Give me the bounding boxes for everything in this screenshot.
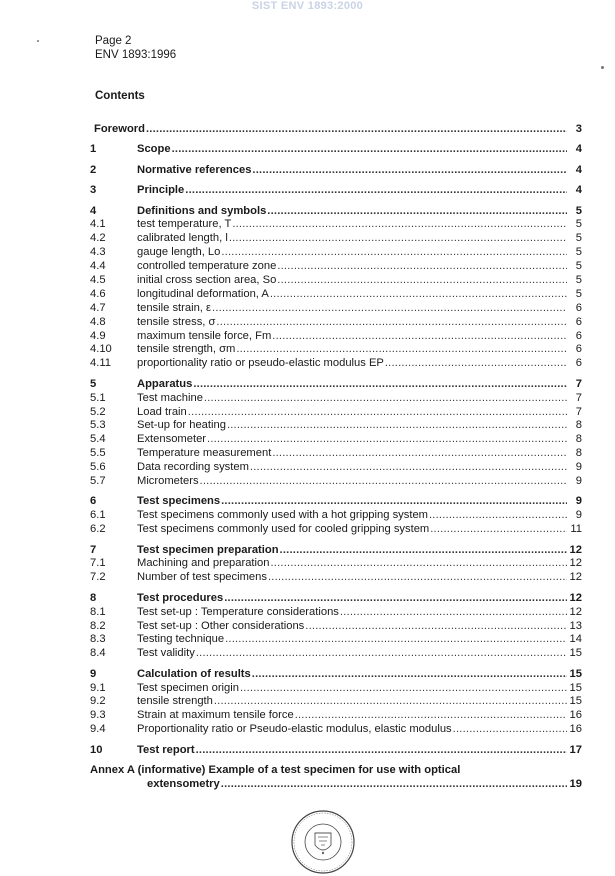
toc-leader-dots (252, 668, 567, 682)
toc-title-line (137, 232, 582, 246)
toc-number: 9.4 (90, 723, 106, 736)
toc-page-number: 4 (575, 163, 582, 176)
toc-entry (90, 316, 582, 330)
toc-number: 8 (90, 591, 97, 604)
toc-title: Proportionality ratio or Pseudo-elastic modulus, elastic modulus (137, 723, 452, 736)
toc-number: 2 (90, 163, 97, 176)
toc-title: Machining and preparation (137, 557, 270, 570)
toc-page-number: 13 (569, 619, 582, 632)
toc-page-number: 8 (575, 419, 582, 432)
toc-number: 5.7 (90, 474, 106, 487)
toc-title-line (137, 392, 582, 406)
toc-number: 5.1 (90, 391, 106, 404)
toc-entry (90, 447, 582, 461)
toc-number: 9.2 (90, 695, 106, 708)
toc-title: Testing technique (137, 633, 225, 646)
toc-page-number: 12 (569, 605, 582, 618)
toc-page-number: 14 (569, 633, 582, 646)
toc-title: longitudinal deformation, A (137, 287, 269, 300)
toc-number: 8.1 (90, 605, 106, 618)
toc-leader-dots (232, 218, 567, 232)
page-number: Page 2 (95, 35, 132, 47)
toc-leader-dots (227, 419, 567, 433)
toc-entry (90, 357, 582, 371)
document-id: ENV 1893:1996 (95, 49, 177, 61)
toc-title-line (137, 164, 582, 178)
toc-title-line (137, 633, 582, 647)
toc-page-number: 12 (569, 571, 582, 584)
toc-number: 6.1 (90, 509, 106, 522)
toc-number: 3 (90, 184, 97, 197)
toc-page-number: 3 (575, 123, 582, 135)
toc-leader-dots (236, 343, 567, 357)
toc-number: 5.2 (90, 405, 106, 418)
toc-title: proportionality ratio or pseudo-elastic modulus EP (137, 357, 384, 370)
toc-leader-dots (240, 682, 567, 696)
toc-page-number: 5 (575, 260, 582, 273)
toc-leader-dots (250, 461, 567, 475)
toc-page-number: 5 (575, 218, 582, 231)
toc-leader-dots (214, 695, 567, 709)
toc-leader-dots (385, 357, 567, 371)
toc-leader-dots (193, 378, 567, 392)
toc-title: Principle (137, 184, 185, 197)
toc-title-line (137, 143, 582, 157)
toc-page-number: 11 (570, 523, 582, 536)
toc-number: 4.5 (90, 274, 106, 287)
toc-leader-dots (429, 509, 567, 523)
toc-page-number: 15 (569, 647, 582, 660)
toc-title-line (137, 184, 582, 198)
toc-title: maximum tensile force, Fm (137, 329, 272, 342)
toc-title-line (137, 218, 582, 232)
toc-title-line (137, 744, 582, 758)
toc-title: Number of test specimens (137, 571, 267, 584)
toc-number: 4.1 (90, 218, 106, 231)
toc-entry (90, 184, 582, 198)
toc-number: 4.8 (90, 315, 106, 328)
toc-title-line (137, 523, 582, 537)
toc-number: 4.9 (90, 329, 106, 342)
official-seal-icon (290, 809, 356, 875)
toc-title: Test specimen preparation (137, 543, 279, 556)
toc-leader-dots (146, 123, 567, 137)
toc-number: 5 (90, 377, 97, 390)
toc-number: 5.4 (90, 433, 106, 446)
toc-title: Test set-up : Temperature considerations (137, 605, 339, 618)
toc-leader-dots (453, 723, 567, 737)
toc-title: Test specimens (137, 495, 221, 508)
toc-entry (90, 302, 582, 316)
toc-title: gauge length, Lo (137, 246, 221, 259)
toc-entry (90, 592, 582, 606)
toc-title-line (137, 316, 582, 330)
toc-leader-dots (207, 433, 567, 447)
toc-leader-dots (252, 164, 567, 178)
toc-title-line (137, 544, 582, 558)
toc-entry (90, 274, 582, 288)
toc-leader-dots (267, 205, 567, 219)
toc-title: calibrated length, l (137, 232, 228, 245)
toc-title-line (137, 357, 582, 371)
toc-entry (90, 378, 582, 392)
toc-page-number: 8 (575, 447, 582, 460)
toc-number: 4 (90, 204, 97, 217)
toc-entry (90, 143, 582, 157)
toc-title: Calculation of results (137, 667, 251, 680)
toc-page-number: 15 (569, 667, 582, 680)
toc-entry (90, 695, 582, 709)
toc-leader-dots (272, 330, 567, 344)
toc-title: Test specimen origin (137, 681, 239, 694)
toc-page-number: 9 (575, 509, 582, 522)
toc-title-line (137, 205, 582, 219)
toc-title: Set-up for heating (137, 419, 226, 432)
toc-title: controlled temperature zone (137, 260, 277, 273)
toc-page-number: 9 (575, 474, 582, 487)
toc-leader-dots (221, 778, 567, 792)
toc-entry (90, 461, 582, 475)
toc-entry (90, 288, 582, 302)
toc-title: Scope (137, 143, 171, 156)
toc-title: Strain at maximum tensile force (137, 709, 294, 722)
toc-leader-dots (305, 620, 567, 634)
toc-entry (90, 557, 582, 571)
toc-title-line (137, 571, 582, 585)
toc-entry (90, 475, 582, 489)
toc-entry (90, 433, 582, 447)
toc-page-number: 9 (575, 495, 582, 508)
toc-title-line (137, 447, 582, 461)
toc-entry (90, 744, 582, 758)
toc-title: tensile strength (137, 695, 213, 708)
toc-leader-dots (430, 523, 567, 537)
toc-title: Test machine (137, 391, 203, 404)
toc-title-line (137, 260, 582, 274)
toc-title: Apparatus (137, 377, 193, 390)
toc-title-line (137, 668, 582, 682)
toc-title-line (90, 764, 582, 778)
toc-title: Test validity (137, 647, 195, 660)
toc-title-line (137, 709, 582, 723)
toc-number: 4.4 (90, 260, 106, 273)
toc-title-line (137, 723, 582, 737)
toc-title-line (137, 433, 582, 447)
toc-number: 6 (90, 495, 97, 508)
toc-leader-dots (196, 647, 567, 661)
toc-number: 9.3 (90, 709, 106, 722)
toc-title-line (137, 330, 582, 344)
toc-leader-dots (216, 316, 567, 330)
toc-page-number: 7 (575, 377, 582, 390)
scan-speck (37, 40, 39, 42)
toc-entry (90, 571, 582, 585)
page-header (95, 34, 176, 62)
toc-page-number: 12 (569, 557, 582, 570)
toc-page-number: 6 (575, 357, 582, 370)
toc-entry (90, 709, 582, 723)
toc-number: 1 (90, 143, 97, 156)
toc-leader-dots (270, 288, 567, 302)
toc-title: Data recording system (137, 461, 249, 474)
toc-entry (90, 682, 582, 696)
toc-number: 5.5 (90, 447, 106, 460)
toc-number: 8.4 (90, 647, 106, 660)
toc-title-line (137, 302, 582, 316)
toc-leader-dots (221, 495, 567, 509)
toc-page-number: 5 (575, 274, 582, 287)
toc-title: Test specimens commonly used for cooled gripping system (137, 523, 430, 536)
toc-page-number: 5 (575, 246, 582, 259)
toc-leader-dots (272, 447, 567, 461)
toc-entry (90, 246, 582, 260)
toc-entry (90, 620, 582, 634)
toc-page-number: 6 (575, 329, 582, 342)
toc-title: Test report (137, 743, 195, 756)
toc-title: tensile strength, σm (137, 343, 236, 356)
toc-page-number: 7 (575, 405, 582, 418)
toc-page-number: 12 (569, 591, 582, 604)
toc-number: 9.1 (90, 681, 106, 694)
toc-entry (90, 392, 582, 406)
toc-leader-dots (204, 392, 567, 406)
toc-leader-dots (212, 302, 567, 316)
toc-title: tensile stress, σ (137, 315, 216, 328)
toc-number: 4.11 (90, 357, 111, 370)
toc-leader-dots (277, 274, 567, 288)
toc-number: 4.7 (90, 301, 106, 314)
toc-title-line (137, 475, 582, 489)
toc-leader-dots (277, 260, 567, 274)
toc-title: Micrometers (137, 474, 199, 487)
toc-number: 7 (90, 543, 97, 556)
toc-leader-dots (225, 633, 567, 647)
toc-number: 5.3 (90, 419, 106, 432)
toc-number: 4.3 (90, 246, 106, 259)
toc-page-number: 16 (569, 709, 582, 722)
toc-page-number: 16 (569, 723, 582, 736)
toc-title-line (137, 406, 582, 420)
toc-leader-dots (229, 232, 567, 246)
toc-leader-dots (185, 184, 567, 198)
toc-title: tensile strain, ε (137, 301, 212, 314)
toc-entry (90, 406, 582, 420)
scan-speck (601, 66, 604, 69)
toc-leader-dots (188, 406, 567, 420)
toc-title-line (94, 123, 582, 137)
toc-entry (90, 647, 582, 661)
toc-leader-dots (268, 571, 567, 585)
toc-entry (90, 260, 582, 274)
toc-title-line (137, 343, 582, 357)
toc-title: test temperature, T (137, 218, 232, 231)
toc-entry (90, 509, 582, 523)
toc-entry (90, 523, 582, 537)
toc-leader-dots (295, 709, 567, 723)
contents-heading: Contents (95, 90, 145, 102)
toc-title: Test procedures (137, 591, 224, 604)
toc-entry (90, 606, 582, 620)
toc-title-line (137, 592, 582, 606)
toc-page-number: 9 (575, 461, 582, 474)
toc-number: 8.3 (90, 633, 106, 646)
toc-page-number: 6 (575, 301, 582, 314)
toc-number: 7.1 (90, 557, 106, 570)
toc-title-line (137, 461, 582, 475)
toc-page-number: 5 (575, 204, 582, 217)
toc-page-number: 6 (575, 343, 582, 356)
watermark: SIST ENV 1893:2000 (251, 0, 364, 12)
toc-entry (90, 123, 582, 137)
toc-title: Definitions and symbols (137, 204, 267, 217)
toc-entry (90, 232, 582, 246)
toc-number: 10 (90, 743, 103, 756)
toc-page-number: 7 (575, 391, 582, 404)
toc-title-line (137, 274, 582, 288)
toc-number: 4.2 (90, 232, 106, 245)
toc-number: 4.6 (90, 287, 106, 300)
toc-page-number: 4 (575, 184, 582, 197)
toc-entry (90, 343, 582, 357)
toc-title: Normative references (137, 163, 252, 176)
toc-leader-dots (172, 143, 567, 157)
toc-title-line (137, 509, 582, 523)
toc-entry (90, 495, 582, 509)
toc-page-number: 12 (569, 543, 582, 556)
toc-entry (90, 668, 582, 682)
toc-page-number: 15 (569, 681, 582, 694)
toc-title: Extensometer (137, 433, 207, 446)
toc-title: initial cross section area, So (137, 274, 277, 287)
toc-title: extensometry (147, 777, 220, 790)
toc-leader-dots (280, 544, 567, 558)
toc-title-line (137, 695, 582, 709)
toc-number: 5.6 (90, 461, 106, 474)
toc-title-line (137, 419, 582, 433)
toc-page-number: 5 (575, 287, 582, 300)
toc-entry (90, 419, 582, 433)
toc-title-line (137, 288, 582, 302)
toc-entry (90, 723, 582, 737)
toc-entry (90, 205, 582, 219)
toc-page-number: 8 (575, 433, 582, 446)
toc-title: Test specimens commonly used with a hot gripping system (137, 509, 428, 522)
toc-title: Load train (137, 405, 187, 418)
toc-title-line (137, 682, 582, 696)
toc-leader-dots (196, 744, 567, 758)
toc-page-number: 19 (569, 777, 582, 790)
toc-number: 4.10 (90, 343, 112, 356)
toc-entry (90, 633, 582, 647)
toc-entry (90, 778, 582, 792)
toc-title-line (137, 647, 582, 661)
toc-entry (90, 164, 582, 178)
toc-page-number: 17 (569, 743, 582, 756)
toc-page-number: 4 (575, 143, 582, 156)
toc-leader-dots (340, 606, 567, 620)
toc-title-line (137, 378, 582, 392)
toc-title-line (147, 778, 582, 792)
toc-title-line (137, 495, 582, 509)
toc-leader-dots (270, 557, 567, 571)
toc-number: 9 (90, 667, 97, 680)
toc-number: 7.2 (90, 571, 106, 584)
toc-title-line (137, 606, 582, 620)
toc-number: 8.2 (90, 619, 106, 632)
toc-page-number: 6 (575, 315, 582, 328)
toc-title: Annex A (informative) Example of a test specimen for use with optical (90, 764, 461, 777)
toc-title-line (137, 557, 582, 571)
toc-page-number: 15 (569, 695, 582, 708)
toc-title: Test set-up : Other considerations (137, 619, 305, 632)
toc-title: Temperature measurement (137, 447, 272, 460)
toc-leader-dots (224, 592, 567, 606)
toc-leader-dots (200, 475, 567, 489)
toc-number: 6.2 (90, 523, 106, 536)
toc-title-line (137, 620, 582, 634)
toc-title: Foreword (94, 123, 145, 135)
toc-entry (90, 330, 582, 344)
toc-title-line (137, 246, 582, 260)
toc-entry (90, 218, 582, 232)
toc-entry (90, 764, 582, 778)
toc-entry (90, 544, 582, 558)
toc-leader-dots (221, 246, 567, 260)
table-of-contents (90, 123, 582, 792)
toc-page-number: 5 (575, 232, 582, 245)
